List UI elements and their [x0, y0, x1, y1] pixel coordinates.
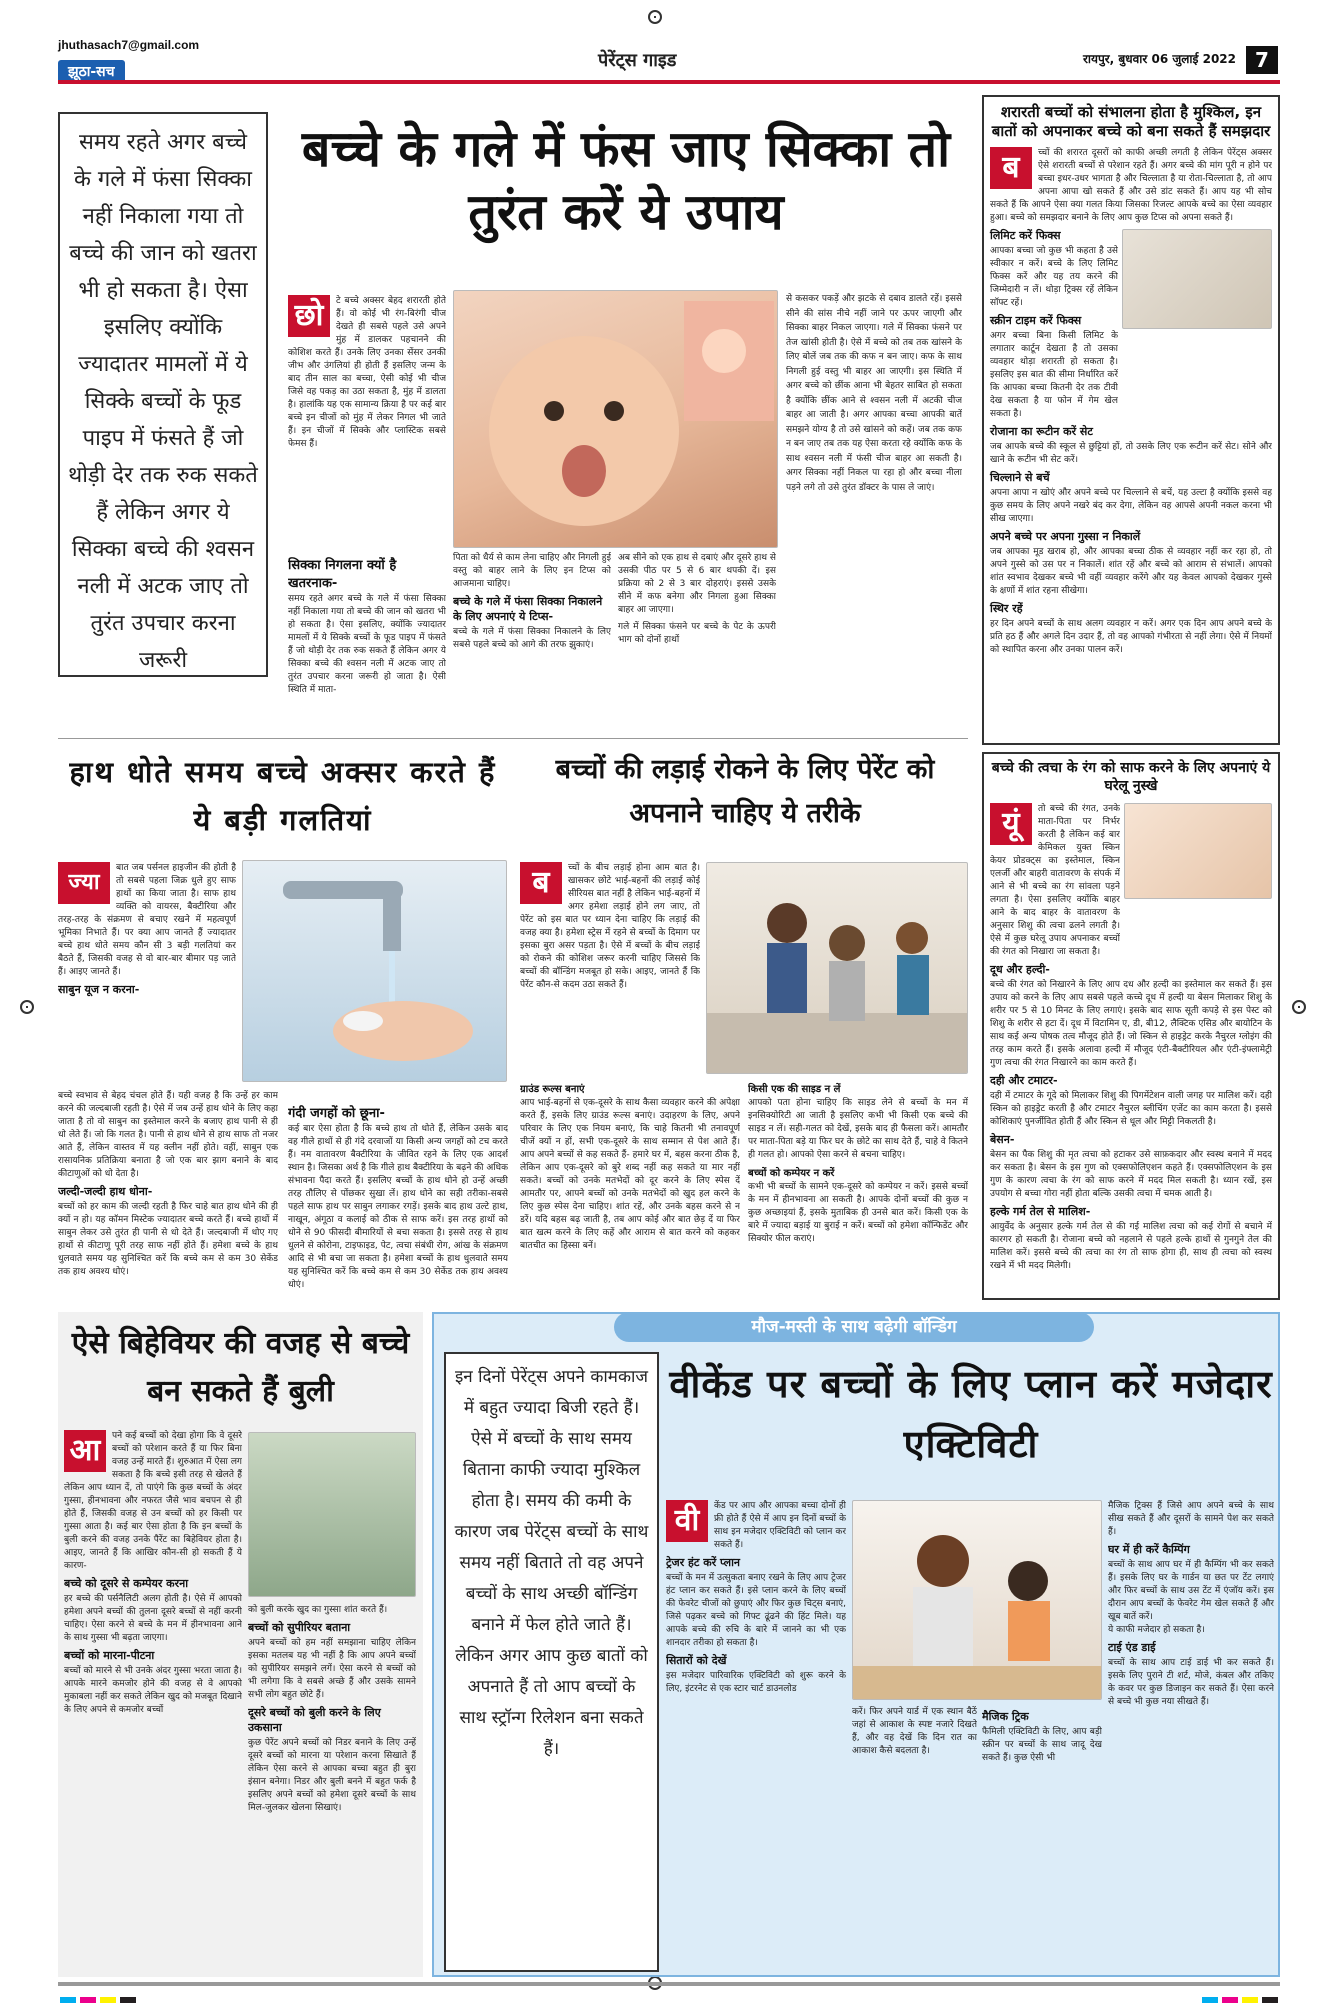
masthead	[58, 38, 1278, 80]
bully-subhead-4: दूसरे बच्चों को बुली करने के लिए उकसाना	[248, 1706, 381, 1734]
color-bar-right	[1200, 1990, 1280, 2003]
naughty-subhead-1: लिमिट करें फिक्स	[990, 228, 1061, 242]
fight-intro: च्चों के बीच लड़ाई होना आम बात है। खासकर छोटे भाई-बहनों की लड़ाई कोई सीरियस बात नहीं है लेकिन भाई-बहनों में अगर हमेशा लड़ाई होने लग जाए, तो पेरेंट को इस बात पर ध्यान देना चाहिए कि लड़ाई की वजह क्या है। हमेशा स्ट्रेस में रहने से बच्चों के दिमाग पर इसका बुरा असर पड़ता है। ऐसे में बच्चों के बीच लड़ाई को रोकने की कोशिश जरूर करनी चाहिए जिससे कि बच्चों की बॉन्डिंग मजबूत हो सके। आइए, जानते हैं कि पेरेंट कौन-से कदम उठा सकते हैं।	[520, 863, 700, 990]
lead-column-4	[618, 552, 776, 712]
lead-body-6: से कसकर पकड़ें और झटके से दबाव डालते रहें। इससे सीने की सांस नीचे नहीं जाने पर ऊपर जाएगी और सिक्का बाहर निकल जाएगा। गले में सिक्का फंसने पर तेज खांसी होती है। ऐसे में बच्चे को तब तक खांसने के लिए बोलें जब तक की कफ न बन जाए। कफ के साथ निगली हुई वस्तु भी बाहर आ जाएगी। इस स्थिति में अगर बच्चे को छींक आना भी बेहतर साबित हो सकता है क्योंकि छींक आने से श्वसन नली में अटकी चीज बाहर आ जाती है। अगर आपका बच्चा आपकी बातें समझने योग्य है तो उसे खांसने को कहें। जब तक कफ न बन जाए तब तक यह ऐसा करता रहे क्योंकि कफ के साथ श्वसन नली में फंसी चीज बाहर आ सकती है। अगर सिक्का नहीं निकल पा रहा हो और बच्चा नीला पड़ने लगे तो उसे तुरंत डॉक्टर के पास ले जाएं।	[786, 294, 962, 493]
bully-subhead-3: बच्चों को सुपीरियर बताना	[248, 1621, 351, 1634]
naughty-text-3: जब आपके बच्चे की स्कूल से छुट्टियां हों, तो उसके लिए एक रूटीन करें सेट। सोने और खाने के रूटीन भी सेट करें।	[990, 441, 1272, 465]
naughty-dropcap: ब	[990, 147, 1032, 189]
bully-text-1: हर बच्चे की पर्सनैलिटी अलग होती है। ऐसे में आपको हमेशा अपने बच्चों की तुलना दूसरे बच्चों से नहीं करनी चाहिए। ऐसा करने से बच्चे के मन में हीनभावना आने के साथ गुस्सा भी बढ़ता जाएगा।	[64, 1594, 242, 1643]
header-rule	[58, 80, 1280, 84]
mother-child-illustration	[853, 1501, 1102, 1700]
registration-mark-left	[20, 1000, 34, 1014]
newspaper-logo: झूठा-सच	[58, 60, 125, 83]
lead-intro: टे बच्चे अक्सर बेहद शरारती होते हैं। वो कोई भी रंग-बिरंगी चीज देखते ही सबसे पहले उसे अपने मुंह में डालकर पहचानने की कोशिश करते हैं। उनके लिए उनका सेंसर उनकी जीभ और उंगलियां ही होती हैं इसलिए जन्म के बाद तीन साल का बच्चा, ऐसी कोई भी चीज जिसे वह पकड़ का उठा सकता है, मुंह में डालता है। हालांकि यह एक सामान्य क्रिया है पर कई बार बच्चे इन चीजों को मुंह में लेकर निगल भी जाते हैं। इन चीजों में सिक्के और प्लास्टिक सबसे फेमस हैं।	[288, 296, 446, 449]
weekend-text-5: बच्चों के साथ आप टाई डाई भी कर सकते हैं। इसके लिए पुराने टी शर्ट, मोजे, कंबल और तकिए के कवर पर कुछ डिजाइन कर सकते हैं। ऐसा करने से बच्चे भी कुछ नया सीखते हैं।	[1108, 1658, 1274, 1707]
naughty-subhead-2: स्क्रीन टाइम करें फिक्स	[990, 313, 1082, 327]
bully-continued: को बुली करके खुद का गुस्सा शांत करते हैं।	[248, 1605, 388, 1615]
handwash-col-3	[288, 1100, 508, 1300]
weekend-headline: वीकेंड पर बच्चों के लिए प्लान करें मजेदार एक्टिविटी	[669, 1362, 1273, 1466]
handwash-text-1: बच्चे स्वभाव से बेहद चंचल होते हैं। यही वजह है कि उन्हें हर काम करने की जल्दबाजी रहती है। ऐसे में जब उन्हें हाथ धोने के लिए कहा जाता है तो वो साबुन का इस्तेमाल करने के बजाए हाथ पानी से ही धो लेते हैं। जो कि गलत है। पानी से हाथ धोने से हाथ साफ तो नजर आते हैं, लेकिन वास्तव में यह क्लीन नहीं होते। वहीं, साबुन एक रासायनिक प्रतिक्रिया बनाता है जो एक बार झाग बनाने के बाद कीटाणुओं को धो देता है।	[58, 1091, 278, 1179]
handwash-text-2: बच्चों को हर काम की जल्दी रहती है फिर चाहे बात हाथ धोने की ही क्यों न हो। यह कॉमन मिस्टेक ज्यादातर बच्चे करते हैं। बच्चे हाथों में साबुन लेकर उसे तुरंत ही पानी से धो देते हैं। जल्दबाजी में धोए गए हाथों से कीटाणु पूरी तरह साफ नहीं होते हैं। हमेशा बच्चे के हाथ धुलवाते समय यह सुनिश्चित करें कि बच्चे कम से कम 30 सेकेंड तक हाथ अवश्य धोएं।	[58, 1202, 278, 1277]
page-number: 7	[1246, 46, 1278, 74]
handwash-intro-col	[58, 862, 236, 1062]
lead-column-2	[288, 552, 446, 712]
lead-body-1: समय रहते अगर बच्चे के गले में फंसा सिक्का नहीं निकाला गया तो बच्चे की जान को खतरा भी हो सकता है। ऐसा इसलिए, क्योंकि ज्यादातर मामलों में ये सिक्के बच्चों के फूड पाइप में फंसते हैं जो थोड़ी देर तक रुक सकते हैं लेकिन अगर ये सिक्का बच्चे की श्वसन नली में अटक जाए तो तुरंत उपचार करना जरूरी हो जाता है। ऐसी स्थिति में माता-	[288, 594, 446, 695]
lead-pull-quote: समय रहते अगर बच्चे के गले में फंसा सिक्का नहीं निकाला गया तो बच्चे की जान को खतरा भी हो सकता है। ऐसा इसलिए क्योंकि ज्यादातर मामलों में ये सिक्के बच्चों के फूड पाइप में फंसते हैं जो थोड़ी देर तक रुक सकते हैं लेकिन अगर ये सिक्का बच्चे की श्वसन नली में अटक जाए तो तुरंत उपचार करना जरूरी	[68, 130, 258, 673]
lead-dropcap: छो	[288, 295, 330, 337]
lead-body-3: बच्चे के गले में फंसा सिक्का निकालने के लिए सबसे पहले बच्चे को आगे की तरफ झुकाएं।	[453, 627, 611, 650]
lead-column-5	[786, 292, 962, 712]
fight-text-2: आपको पता होना चाहिए कि साइड लेने से बच्चों के मन में इनसिक्योरिटी आ जाती है इसलिए कभी भी किसी एक बच्चे की साइड न लें। सही-गलत को देखें, इसके बाद ही फैसला करें। आमतौर पर माता-पिता बड़े या फिर घर के छोटे का साथ देते हैं, चाहे वे कितने ही गलत हो। आपको ऐसा करने से बचना चाहिए।	[748, 1098, 968, 1160]
section-title: पेरेंट्स गाइड	[598, 50, 677, 71]
skin-subhead-4: हल्के गर्म तेल से मालिश-	[990, 1205, 1091, 1218]
handwash-text-3: कई बार ऐसा होता है कि बच्चे हाथ तो धोते हैं, लेकिन उसके बाद वह गीले हाथों से ही गंदे दरवाजों या किसी अन्य जगहों को टच करते हैं। नम वातावरण बैक्टीरिया के जीवित रहने के लिए एक आदर्श स्थान है। जिसका अर्थ है कि गीले हाथ बैक्टीरिया के बढ़ने की अधिक संभावना पैदा करते हैं। इसलिए बच्चों के हाथ धोने हो उन्हें अच्छी तरह तौलिए से पोंछकर सुखा लें। हाथ धोने का सही तरीका-सबसे पहले साफ हाथ पर साबुन लगाकर रगड़ें। इसके बाद हाथ उल्टे हाथ, नाखून, अंगूठा व कलाई को ठीक से साफ करें। इस तरह हाथों को धोने से 90 फीसदी बीमारियों से बचा सकता है। इससे तरह से हाथ धुलने से कोरोना, टाइफाइड, पेट, त्वचा संबंधी रोग, आंख के संक्रमण आदि से भी बचा जा सकता है। हमेशा बच्चों के हाथ धुलवाते समय यह सुनिश्चित करें कि बच्चे कम से कम 30 सेकेंड तक हाथ अवश्य धोएं।	[288, 1124, 508, 1290]
fight-subhead-3: बच्चों को कम्पेयर न करें	[748, 1168, 835, 1179]
fight-col-3	[748, 1078, 968, 1298]
weekend-pull-quote: इन दिनों पेरेंट्स अपने कामकाज में बहुत ज्यादा बिजी रहते हैं। ऐसे में बच्चों के साथ समय बिताना काफी ज्यादा मुश्किल होता है। समय की कमी के कारण जब पेरेंट्स बच्चों के साथ समय नहीं बिताते तो वह अपने बच्चों के साथ अच्छी बॉन्डिंग बनाने में फेल होते जाते हैं। लेकिन अगर आप कुछ बातों को अपनाते हैं तो आप बच्चों के साथ स्ट्रॉन्ग रिलेशन बना सकते हैं।	[454, 1367, 649, 1759]
lead-photo-baby-coin	[453, 290, 778, 548]
fight-text-3: कभी भी बच्चों के सामने एक-दूसरे को कम्पेयर न करें। इससे बच्चों के मन में हीनभावना आ सकती है। आपके दोनों बच्चों की कुछ न कुछ अच्छाइयां हैं, इसके मुताबिक ही उनसे बात करें। किसी एक के बारे में ज्यादा बड़ाई या बुराई न करें। बच्चों को हमेशा कॉन्फिडेंट और सिक्योर फील कराएं।	[748, 1182, 968, 1244]
lead-subhead-1: सिक्का निगलना क्यों है खतरनाक-	[288, 558, 397, 591]
bully-text-4: कुछ पेरेंट अपने बच्चों को निडर बनाने के लिए उन्हें दूसरे बच्चों को मारना या परेशान करना सिखाते हैं लेकिन ऐसा करने से आपका बच्चा बहुत ही बुरा इंसान बनेगा। निडर और बुली बनने में बहुत फर्क है इसलिए अपने बच्चों को हमेशा दूसरे बच्चों के साथ मिल-जुलकर खेलना सिखाएं।	[248, 1738, 416, 1813]
bully-intro: पने कई बच्चों को देखा होगा कि वे दूसरे बच्चों को परेशान करते हैं या फिर बिना वजह उन्हें मारते हैं। शुरुआत में ऐसा लग सकता है कि बच्चे इसी तरह से खेलते हैं लेकिन आप ध्यान दें, तो पाएंगे कि कुछ बच्चों के अंदर गुस्सा, हीनभावना और नफरत जैसे भाव बचपन से ही होते हैं, जिसकी वजह से उन बच्चों को हर किसी पर गुस्सा आता है। कई बार ऐसा होता है कि इन बच्चों के बुली करने की वजह उनके पैरेंट का बिहेवियर होता है। आइए, जानते हैं कि आखिर कौन-सी हो सकती हैं ये कारण-	[64, 1431, 242, 1571]
bully-col-1	[64, 1430, 242, 1970]
lead-body-2: पिता को धैर्य से काम लेना चाहिए और निगली हुई वस्तु को बाहर लाने के लिए इन टिप्स को आजमाना चाहिए।	[453, 553, 611, 589]
registration-mark-top	[648, 10, 662, 24]
weekend-col-4	[1108, 1500, 1274, 1972]
naughty-subhead-5: अपने बच्चे पर अपना गुस्सा न निकालें	[990, 529, 1141, 543]
weekend-subhead-5: टाई एंड डाई	[1108, 1641, 1156, 1654]
bully-headline: ऐसे बिहेवियर की वजह से बच्चे बन सकते हैं बुली	[71, 1326, 410, 1409]
registration-mark-right	[1292, 1000, 1306, 1014]
bully-kids-photo	[248, 1432, 416, 1597]
handwash-col-2	[58, 1090, 278, 1300]
handwash-dropcap: ज्या	[58, 862, 110, 904]
weekend-section	[432, 1312, 1280, 1977]
weekend-subhead-3: मैजिक ट्रिक	[982, 1710, 1029, 1723]
stressed-mother-photo	[1122, 229, 1272, 329]
lead-body-4: अब सीने को एक हाथ से दबाएं और दूसरे हाथ से उसकी पीठ पर 5 से 6 बार थपकी दें। इस प्रक्रिया को 2 से 3 बार दोहराएं। इससे उसके सीने में कफ बनेगा और निगला हुआ सिक्का बाहर आ जाएगा।	[618, 553, 776, 615]
handwash-subhead-1: साबुन यूज न करना-	[58, 983, 140, 996]
bully-dropcap: आ	[64, 1430, 106, 1472]
skin-text-3: बेसन का पैक शिशु की मृत त्वचा को हटाकर उसे साफ़कदार और स्वस्थ बनाने में मदद कर सकता है। बेसन के इस गुण को एक्सफोलिएशन कहते हैं। एक्सफोलिएशन के इस गुण के कारण त्वचा के रंग को साफ करने में मदद मिल सकती है। ध्यान रखें, इस उपयोग से बच्चा गोरा नहीं होता बल्कि उसकी त्वचा में चमक आती है।	[990, 1150, 1272, 1199]
family-fight-photo	[706, 862, 968, 1074]
skin-care-headline: बच्चे की त्वचा के रंग को साफ करने के लिए अपनाएं ये घरेलू नुस्खे	[991, 760, 1271, 794]
bully-section	[58, 1312, 423, 1977]
bully-text-2: बच्चों को मारने से भी उनके अंदर गुस्सा भरता जाता है। आपके मारने कमजोर होने की वजह से वे आपको मुकाबला नहीं कर सकते लेकिन खुद को मजबूत दिखाने के लिए अपने से कमजोर बच्चों	[64, 1666, 242, 1715]
skin-care-box	[982, 752, 1280, 1300]
naughty-kids-box	[982, 95, 1280, 745]
weekend-col-1	[666, 1500, 846, 1972]
weekend-continued-2: करें। फिर अपने यार्ड में एक स्थान बैठें जहां से आकाश के स्पष्ट नजारे दिखते हैं, और वह देखें कि दिन रात का आकाश कैसे बदलता है।	[852, 1707, 977, 1756]
section-divider-1	[58, 738, 968, 739]
fight-intro-col	[520, 862, 700, 1062]
naughty-text-1: आपका बच्चा जो कुछ भी कहता है उसे स्वीकार न करें। बच्चे के लिए लिमिट फिक्स करें और यह तय करने की जिम्मेदारी न लें। थोड़ा ट्रिक्स रहें लेकिन सॉफ्ट रहें।	[990, 245, 1118, 308]
naughty-text-2: अगर बच्चा बिना किसी लिमिट के लगातार कार्टून देखता है तो उसका व्यवहार थोड़ा शरारती हो सकता है। इसलिए इस बात की सीमा निर्धारित करें कि आपका बच्चा कितनी देर तक टीवी देख सकता है या फोन में गेम खेल सकता है।	[990, 330, 1118, 419]
fight-subhead-1: ग्राउंड रूल्स बनाएं	[520, 1084, 585, 1095]
fight-dropcap: ब	[520, 862, 562, 904]
naughty-text-6: हर दिन अपने बच्चों के साथ अलग व्यवहार न करें। अगर एक दिन आप अपने बच्चे के प्रति हठ हैं और अगले दिन उदार हैं, तो वह आपको गंभीरता से नहीं लेगा। ऐसे में नियमों को स्थापित करना और उनका पालन करें।	[990, 618, 1272, 655]
fight-subhead-2: किसी एक की साइड न लें	[748, 1084, 841, 1095]
lead-quote-box	[58, 112, 268, 677]
weekend-quote-box	[444, 1352, 659, 1972]
bully-col-2	[248, 1604, 416, 1970]
weekend-banner: मौज-मस्ती के साथ बढ़ेगी बॉन्डिंग	[614, 1312, 1094, 1342]
faucet-illustration	[243, 861, 507, 1082]
skin-subhead-1: दूध और हल्दी-	[990, 963, 1050, 976]
handwash-intro: बात जब पर्सनल हाइजीन की होती है तो सबसे पहला जिक्र धुले हुए साफ हाथों का किया जाता है। साफ हाथ व्यक्ति को वायरस, बैक्टीरिया और तरह-तरह के संक्रमण से बचाए रखने में महत्वपूर्ण भूमिका निभाते हैं। पर क्या आप जानते हैं ज्यादातर बच्चे हाथ धोते समय कौन सी 3 बड़ी गलतियां कर बैठते हैं, जिसकी वजह से वो बार-बार बीमार पड़ जाते हैं। आइए जानते हैं।	[58, 863, 236, 977]
naughty-subhead-6: स्थिर रहें	[990, 601, 1023, 615]
naughty-intro: च्चों की शरारत दूसरों को काफी अच्छी लगती है लेकिन पेरेंट्स अक्सर ऐसे शरारती बच्चों से परेशान रहते हैं। अगर बच्चे की मांग पूरी न होने पर बच्चा इधर-उधर भागता है और चिल्लाता है या रोता-चिल्लाता है, तो आप अपना आपा खो सकते हैं और उसे डांट सकते हैं। आप यह भी सोच सकते हैं कि आपने ऐसा क्या गलत किया जिसका रिजल्ट आपके बच्चे का ऐसा व्यवहार हुआ। बच्चे को समझदार बनाने के लिए आप कुछ टिप्स को अपना सकते हैं।	[990, 147, 1272, 223]
fight-col-2	[520, 1078, 740, 1298]
naughty-text-5: जब आपका मूड खराब हो, और आपका बच्चा ठीक से व्यवहार नहीं कर रहा हो, तो अपने गुस्से को उस पर न निकालें। शांत रहें और बच्चे को आराम से संभालें। आपको शांत स्वभाव देखकर बच्चे भी वहीं व्यवहार करेंगे और यह केवल आपको देखकर गुस्से के क्षणों में शांत रहना सीखेगा।	[990, 546, 1272, 596]
skin-dropcap: यूं	[990, 803, 1032, 845]
bully-text-3: अपने बच्चों को हम नहीं समझाना चाहिए लेकिन इसका मतलब यह भी नहीं है कि आप अपने बच्चों को सुपीरियर समझने लगें। ऐसा करने से बच्चों को भी लगेगा कि वे सबसे अच्छे हैं और उसके सामने सभी लोग बहुत छोटे हैं।	[248, 1638, 416, 1700]
weekend-text-2: इस मजेदार पारिवारिक एक्टिविटी को शुरू करने के लिए, इंटरनेट से एक स्टार चार्ट डाउनलोड	[666, 1671, 846, 1694]
skin-text-4: आयुर्वेद के अनुसार हल्के गर्म तेल से की गई मालिश त्वचा को कई रोगों से बचाने में कारगर हो सकती है। रोजाना बच्चे को नहलाने से पहले हल्के हाथों से गुनगुने तेल की मालिश करें। इससे बच्चे की त्वचा का रंग तो साफ होगा ही, साथ ही त्वचा को स्वस्थ रखने में भी मदद मिलेगी।	[990, 1222, 1272, 1271]
lead-column-1	[288, 295, 446, 550]
weekend-text-3: फैमिली एक्टिविटी के लिए, आप बड़ी स्क्रीन पर बच्चों के साथ जादू देख सकते हैं। कुछ ऐसी भी	[982, 1727, 1102, 1763]
lead-column-3	[453, 552, 611, 712]
weekend-dropcap: वी	[666, 1500, 708, 1542]
weekend-subhead-2: सितारों को देखें	[666, 1654, 727, 1667]
lead-headline: बच्चे के गले में फंस जाए सिक्का तो तुरंत करें ये उपाय	[301, 120, 951, 241]
color-bar-left	[58, 1990, 138, 2003]
lead-body-5: गले में सिक्का फंसने पर बच्चे के पेट के ऊपरी भाग को दोनों हाथों	[618, 622, 776, 645]
weekend-col-2	[852, 1706, 977, 1972]
lead-subhead-2: बच्चे के गले में फंसा सिक्का निकालने के लिए अपनाएं ये टिप्स-	[453, 595, 603, 623]
weekend-col-3	[982, 1706, 1102, 1972]
naughty-subhead-4: चिल्लाने से बचें	[990, 470, 1050, 484]
weekend-continued-4: ये काफी मजेदार हो सकता है।	[1108, 1625, 1205, 1635]
bully-subhead-2: बच्चों को मारना-पीटना	[64, 1649, 155, 1662]
smiling-baby-photo	[1124, 803, 1272, 899]
weekend-text-1: बच्चों के मन में उत्सुकता बनाए रखने के लिए आप ट्रेजर हंट प्लान कर सकते हैं। इसे प्लान करने के लिए बच्चों की फेवरेट चीजों को छुपाएं और फिर कुछ चिट्स बनाएं, जिसे पढ़कर बच्चे को गिफ्ट ढूंढने की हिंट मिले। यह आपके बच्चे की रुचि के बारे में जानने का भी एक शानदार तरीका हो सकता है।	[666, 1573, 846, 1648]
skin-text-2: दही में टमाटर के गूदे को मिलाकर शिशु की पिगमेंटेशन वाली जगह पर मालिश करें। दही स्किन को हाइड्रेट करती है और टमाटर नैचुरल ब्लीचिंग एजेंट का काम करता है। इससे कोशिकाएं पुनर्जीवित होती हैं और स्किन से धूल और मिट्टी निकलती है।	[990, 1091, 1272, 1127]
weekend-text-4: बच्चों के साथ आप घर में ही कैम्पिंग भी कर सकते हैं। इसके लिए घर के गार्डन या छत पर टेंट लगाएं और फिर बच्चों के साथ उस टेंट में एंजॉय करें। इस दौरान आप बच्चों के फेवरेट गेम खेल सकते हैं और खूब बातें करें।	[1108, 1560, 1274, 1622]
sibling-fight-headline: बच्चों की लड़ाई रोकने के लिए पेरेंट को अपनाने चाहिए ये तरीके	[555, 754, 935, 829]
family-illustration	[707, 863, 968, 1074]
weekend-subhead-4: घर में ही करें कैम्पिंग	[1108, 1543, 1190, 1556]
skin-subhead-3: बेसन-	[990, 1133, 1015, 1146]
fight-text-1: आप भाई-बहनों से एक-दूसरे के साथ कैसा व्यवहार करने की अपेक्षा करते हैं, इसके लिए ग्राउंड रूल्स बनाएं। उदाहरण के लिए, अपने परिवार के लिए एक नियम बनाएं, कि चाहे कितनी भी तनावपूर्ण चीजें क्यों न हों, सभी एक-दूसरे के साथ सम्मान से पेश आते हैं। आप अपने बच्चों से कह सकते हैं- हमारे घर में, बहस करना ठीक है, लेकिन आप एक-दूसरे को बुरे शब्द नहीं कह सकते या मार नहीं सकते। बच्चों को उनके मतभेदों को दूर करने के लिए स्पेस दें आमतौर पर, आपने बच्चों को उनके मतभेदों को खुद हल करने के लिए कुछ स्पेस देना चाहिए। शांत रहें, और उनके बहस करने से न डरें। यदि बहस बढ़ जाती है, तब आप कोई और बात छेड़ दें या फिर बात खत्म करने के लिए कहें और आराम से बात करने को कहकर बातचीत का हिस्सा बनें।	[520, 1098, 740, 1251]
naughty-subhead-3: रोजाना का रूटीन करें सेट	[990, 424, 1093, 438]
handwash-headline: हाथ धोते समय बच्चे अक्सर करते हैं ये बड़ी गलतियां	[69, 755, 497, 837]
handwash-photo	[242, 860, 507, 1082]
skin-text-1: बच्चे की रंगत को निखारने के लिए आप दध और हल्दी का इस्तेमाल कर सकते हैं। इस उपाय को करने के लिए आप सबसे पहले कच्चे दूध में हल्दी या बेसन मिलाकर शिशु के शरीर पर 5 से 10 मिनट के लिए लगाएं। इसके बाद साफ सूती कपड़े से इस पेस्ट को शिशु के शरीर से हटा दें। दूध में विटामिन ए, डी, बी12, लैक्टिक एसिड और बायोटिन के साथ कई अन्य पोषक तत्व मौजूद होते हैं। जो स्किन से हाइड्रेट करके नैचुरल ग्लोइंग की तरह काम करते हैं। इसके अलावा हल्दी में मौजूद एंटी-बैक्टीरियल और एंटी-इंफ्लामेट्री गुण त्वचा की रंगत निखारने का काम करते हैं।	[990, 980, 1272, 1068]
weekend-subhead-1: ट्रेजर हंट करें प्लान	[666, 1556, 741, 1569]
dateline: रायपुर, बुधवार 06 जुलाई 2022	[1082, 52, 1236, 66]
handwash-subhead-3: गंदी जगहों को छूना-	[288, 1106, 385, 1121]
weekend-continued-3: मैजिक ट्रिक्स हैं जिसे आप अपने बच्चे के साथ सीख सकते हैं और दूसरों के सामने पेश कर सकते हैं।	[1108, 1501, 1274, 1537]
weekend-intro: केंड पर आप और आपका बच्चा दोनों ही फ्री होते हैं ऐसे में आप इन दिनों बच्चों के साथ इन मजेदार एक्टिविटी को प्लान कर सकते हैं।	[714, 1501, 846, 1550]
baby-face-illustration	[454, 291, 778, 548]
bully-subhead-1: बच्चे को दूसरे से कम्पेयर करना	[64, 1577, 189, 1590]
email-address: jhuthasach7@gmail.com	[58, 38, 200, 52]
mother-child-drawing-photo	[852, 1500, 1102, 1700]
naughty-text-4: अपना आपा न खोएं और अपने बच्चे पर चिल्लाने से बचें, यह उल्टा है क्योंकि इससे वह कुछ समय के लिए अपने नखरे बंद कर देगा, लेकिन वह आपसे अपनी नकल करना भी सीख जाएगा।	[990, 487, 1272, 524]
footer-rule	[58, 1982, 1280, 1986]
naughty-kids-headline: शरारती बच्चों को संभालना होता है मुश्किल, इन बातों को अपनाकर बच्चे को बना सकते हैं समझदार	[991, 103, 1271, 140]
handwash-subhead-2: जल्दी-जल्दी हाथ धोना-	[58, 1185, 153, 1198]
skin-intro: तो बच्चे की रंगत, उनके माता-पिता पर निर्भर करती है लेकिन कई बार केमिकल युक्त स्किन केयर प्रोडक्ट्स का इस्तेमाल, स्किन एलर्जी और बाहरी वातावरण के संपर्क में आने से भी बच्चे का रंग सांवला पड़ने लगता है। ऐसा इसलिए क्योंकि बाहर आने के बाद बाहर के वातावरण के अनुसार शिशु की त्वचा ढलने लगती है। ऐसे में कुछ घरेलू उपाय अपनाकर बच्चों की रंगत को निखारा जा सकता है।	[990, 804, 1120, 957]
skin-subhead-2: दही और टमाटर-	[990, 1074, 1058, 1087]
